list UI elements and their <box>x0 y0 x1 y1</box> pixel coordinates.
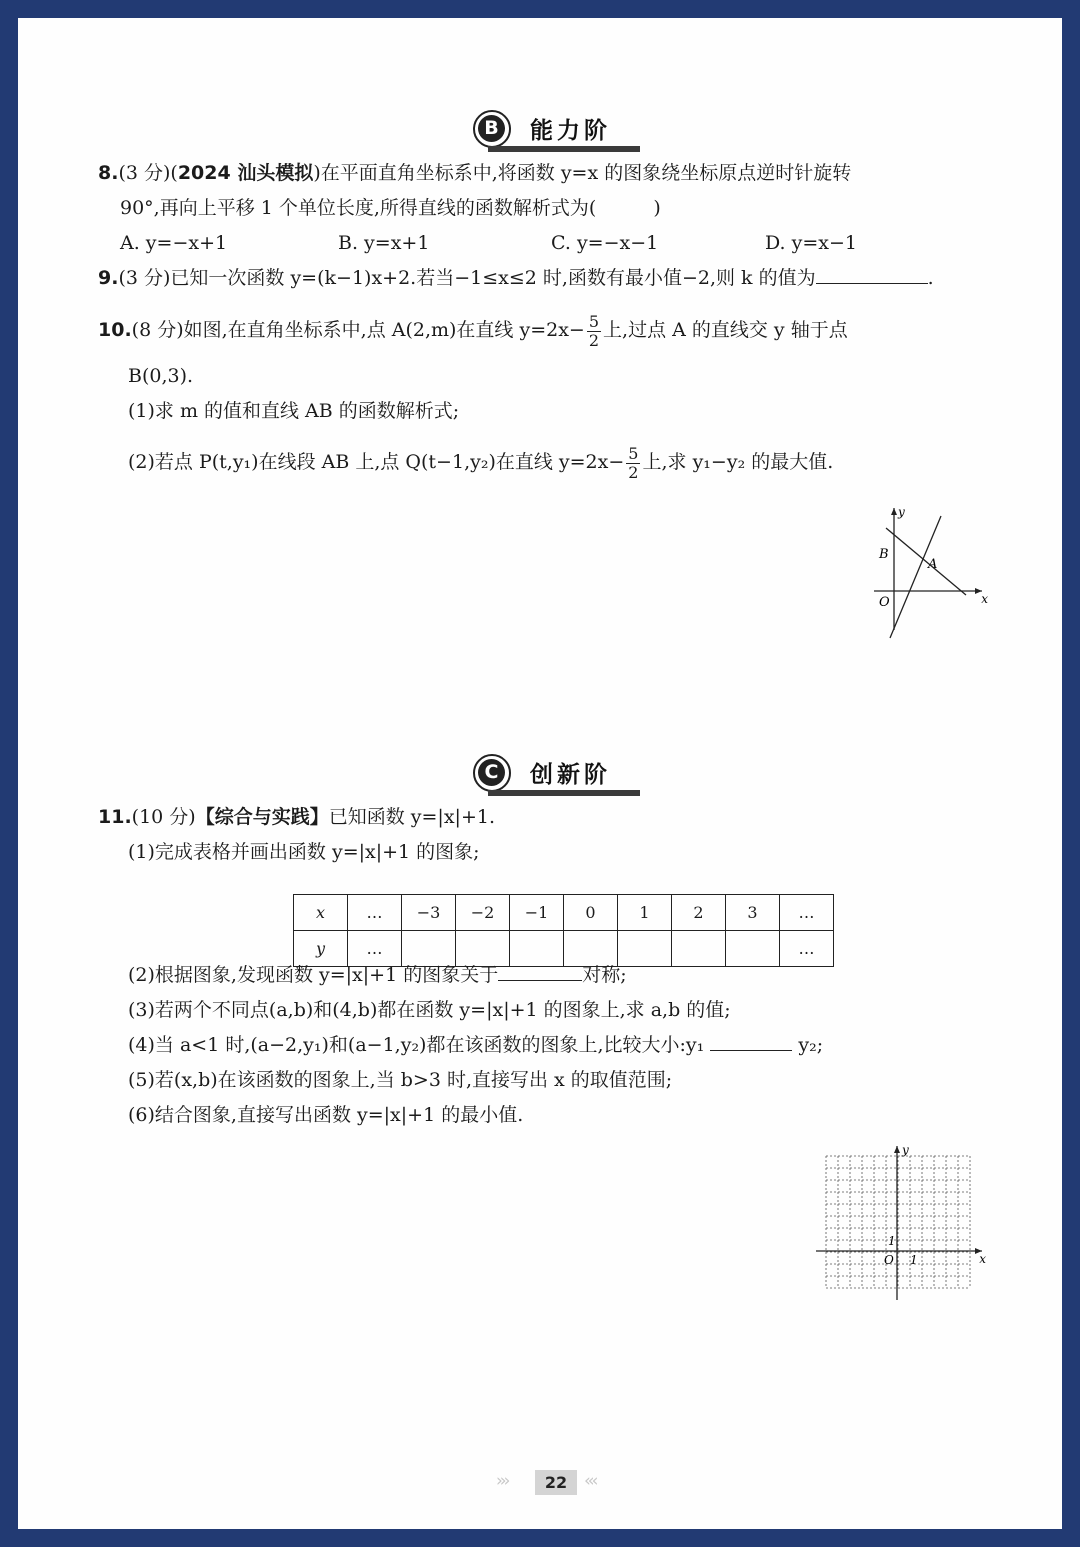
section-c-underline <box>488 790 640 796</box>
table-cell: −3 <box>402 895 456 931</box>
q10-y-arrow <box>891 508 897 515</box>
table-cell: 1 <box>618 895 672 931</box>
chevrons-left-icon: ‹‹‹ <box>584 1471 596 1491</box>
table-cell: … <box>780 895 834 931</box>
page-number-footer <box>496 1470 616 1496</box>
q11-part4: (4)当 a<1 时,(a−2,y₁)和(a−1,y₂)都在该函数的图象上,比较大小:y₁ y₂; <box>128 1034 824 1056</box>
q11-part5: (5)若(x,b)在该函数的图象上,当 b>3 时,直接写出 x 的取值范围; <box>128 1069 673 1091</box>
q11-symmetry-blank[interactable] <box>498 962 582 981</box>
q10-x-label: x <box>981 592 988 606</box>
table-input-cell[interactable] <box>672 931 726 967</box>
q11-compare-blank[interactable] <box>710 1032 792 1051</box>
chevrons-right-icon: ››› <box>496 1471 508 1491</box>
table-cell: 3 <box>726 895 780 931</box>
q10-part2-fraction: $\frac{5}{2}$ <box>628 443 639 482</box>
q10-line-ab <box>886 528 966 595</box>
q10-part1: (1)求 m 的值和直线 AB 的函数解析式; <box>128 400 460 422</box>
q11-stem: 11.(10 分)【综合与实践】已知函数 y=|x|+1. <box>98 806 495 828</box>
table-cell: … <box>348 895 402 931</box>
q11-x-label: x <box>979 1252 986 1266</box>
table-cell: … <box>780 931 834 967</box>
q8-option-d: D. y=x−1 <box>765 232 858 254</box>
table-cell: … <box>348 931 402 967</box>
q11-origin-label: O <box>884 1253 894 1267</box>
q9-text: 9.(3 分)已知一次函数 y=(k−1)x+2.若当−1≤x≤2 时,函数有最小值−2,则 k 的值为 . <box>98 267 934 289</box>
q11-part3: (3)若两个不同点(a,b)和(4,b)都在函数 y=|x|+1 的图象上,求 a,b 的值; <box>128 999 731 1021</box>
q11-grid <box>826 1156 970 1288</box>
q11-y-unit-label: 1 <box>888 1234 896 1248</box>
q10-figure <box>866 502 986 632</box>
page-number: 22 <box>535 1470 577 1495</box>
q10-y-label: y <box>898 505 905 519</box>
table-cell: −1 <box>510 895 564 931</box>
q11-part2: (2)根据图象,发现函数 y=|x|+1 的图象关于 对称; <box>128 964 627 986</box>
section-b-badge: B <box>473 110 511 148</box>
q11-part6: (6)结合图象,直接写出函数 y=|x|+1 的最小值. <box>128 1104 524 1126</box>
q8-option-c: C. y=−x−1 <box>551 232 659 254</box>
q10-line2: B(0,3). <box>128 365 194 387</box>
table-cell: y <box>294 931 348 967</box>
table-cell: −2 <box>456 895 510 931</box>
q10-point-b-label: B <box>879 547 889 562</box>
section-c-title: 创新阶 <box>530 762 611 788</box>
q11-value-table <box>293 894 834 967</box>
q10-line-2x <box>890 516 941 638</box>
table-row-x <box>294 895 834 931</box>
q8-line1: 8.(3 分)(2024 汕头模拟)在平面直角坐标系中,将函数 y=x 的图象绕坐标原点逆时针旋转 <box>98 162 852 184</box>
section-b-underline <box>488 146 640 152</box>
table-cell: 2 <box>672 895 726 931</box>
q10-fraction: $\frac{5}{2}$ <box>588 311 600 350</box>
q10-point-a-label: A <box>928 557 938 572</box>
q9-answer-blank[interactable] <box>816 265 928 284</box>
q11-grid-figure <box>814 1144 986 1302</box>
q10-origin-label: O <box>879 595 890 610</box>
q8-option-b: B. y=x+1 <box>338 232 430 254</box>
q11-part1: (1)完成表格并画出函数 y=|x|+1 的图象; <box>128 841 480 863</box>
q10-part2: (2)若点 P(t,y₁)在线段 AB 上,点 Q(t−1,y₂)在直线 y=2x− $\frac{5}{2}$ 上,求 y₁−y₂ 的最大值. <box>128 443 834 482</box>
q11-x-unit-label: 1 <box>910 1253 918 1267</box>
q8-line2: 90°,再向上平移 1 个单位长度,所得直线的函数解析式为( ) <box>120 197 661 219</box>
q11-y-arrow <box>894 1146 900 1153</box>
table-cell: x <box>294 895 348 931</box>
section-c-badge: C <box>473 754 511 792</box>
section-b-header <box>448 110 648 158</box>
q8-option-a: A. y=−x+1 <box>120 232 228 254</box>
worksheet-page <box>18 18 1062 1529</box>
section-c-header <box>448 754 648 802</box>
q11-y-label: y <box>902 1143 909 1157</box>
section-b-title: 能力阶 <box>530 118 611 144</box>
table-input-cell[interactable] <box>726 931 780 967</box>
q10-line1: 10.(8 分)如图,在直角坐标系中,点 A(2,m)在直线 y=2x− $\frac{5}{2}$ 上,过点 A 的直线交 y 轴于点 <box>98 311 848 350</box>
table-cell: 0 <box>564 895 618 931</box>
